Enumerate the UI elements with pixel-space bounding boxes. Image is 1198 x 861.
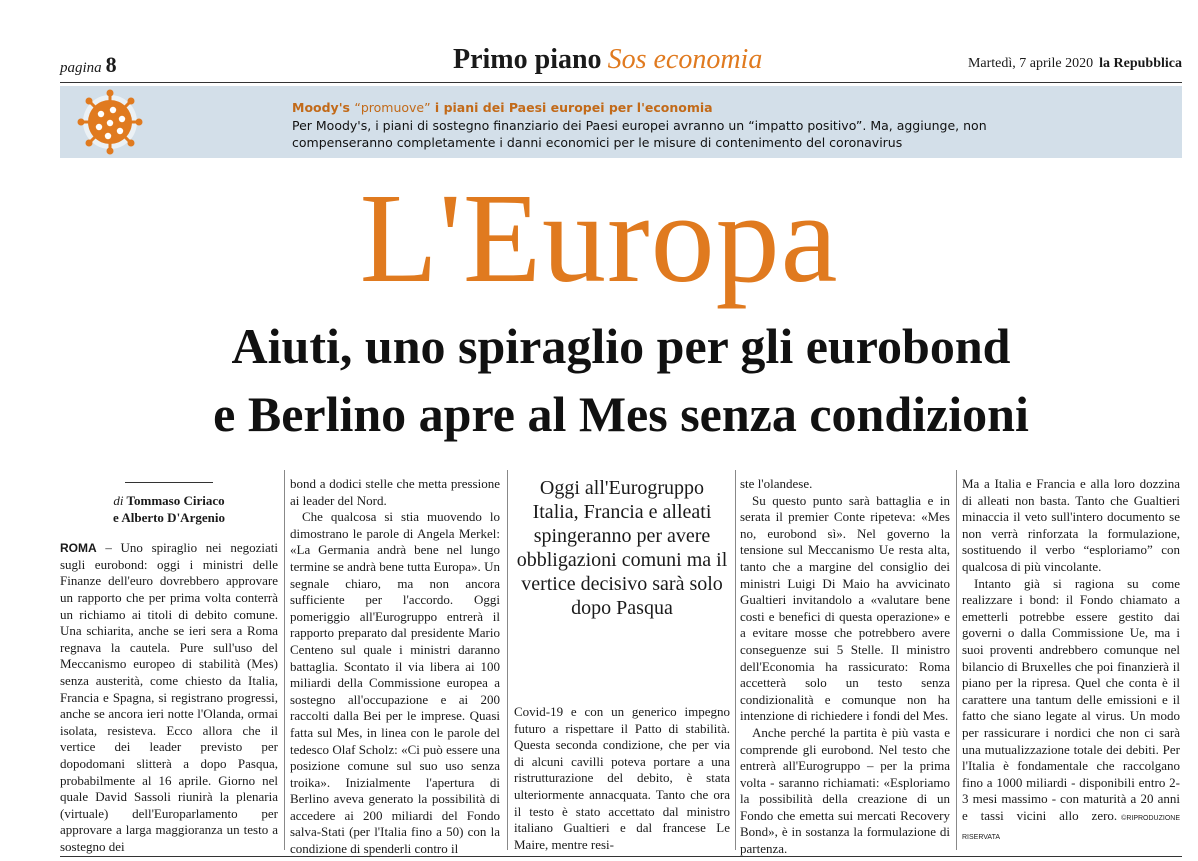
article-text: Intanto già si ragiona su come realizzare i bond: il Fondo chiamato a emetterli potrebbe essere gestito dai governi o dalla Commissione Ue, ma i suoi proventi andrebbero comunque nel bilancio di Bruxelles che poi finanzierà il piano per la ripresa. Quel che conta è il carattere una tantum delle emissioni e il fatto che siano legate al virus. Un modo per rassicurare i nordici che non ci sarà una mutualizzazione totale dei debiti. Per l'Italia è fondamentale che raccolgano fino a 1000 miliardi - disponibili entro 2-3 mesi massimo - con maturità a 20 anni e tassi vicini allo zero. [962, 575, 1180, 823]
page-number-value: 8 [105, 52, 117, 77]
issue-date [968, 56, 1182, 72]
author-2: e Alberto D'Argenio [113, 509, 225, 525]
page-number [60, 52, 117, 78]
article-paragraph: ste l'olandese. [740, 476, 813, 491]
column-divider [284, 470, 285, 850]
author-1: Tommaso Ciriaco [126, 493, 225, 508]
byline-divider [125, 482, 213, 483]
newspaper-brand: la Repubblica [1099, 56, 1182, 71]
article-paragraph [60, 540, 278, 855]
article-paragraph [962, 576, 1180, 848]
page-label: pagina [60, 60, 102, 76]
news-banner [60, 86, 1182, 158]
subsection-name: Sos economia [607, 44, 763, 75]
article-column-4 [740, 476, 950, 858]
byline-line-1 [60, 493, 278, 510]
column-divider [507, 470, 508, 850]
article-paragraph: Covid-19 e con un generico impegno futuro a rispettare il Patto di stabilità. Questa seconda condizione, che per via di alcuni cavilli poteva portare a una ristrutturazione del debito, è stata ulteriormente annacquata. Tanto che ora il testo è stato accettato dal ministro italiano Gualtieri e dal francese Le Maire, mentre resi- [514, 704, 730, 852]
article-paragraph: Su questo punto sarà battaglia e in serata il premier Conte ripeteva: «Mes no, eurobond sì». Nel governo la tensione sul Meccanismo Ue resta alta, tanto che a margine del consiglio dei ministri Luigi Di Maio ha avvicinato Gualtieri invitandolo a «valutare bene costi e benefici di questa operazione» e a evitare mosse che potrebbero avere conseguenze sui 5 Stelle. Il ministro dell'Economia ha rassicurato: Roma accetterà solo un testo senza condizionalità e comunque non ha intenzione di richiedere i fondi del Mes. [740, 492, 950, 724]
bottom-divider [60, 856, 1182, 857]
pull-quote: Oggi all'Eurogruppo Italia, Francia e alleati spingeranno per avere obbligazioni comuni ma il vertice decisivo sarà solo dopo Pasqua [516, 477, 728, 619]
banner-text: Per Moody's, i piani di sostegno finanziario dei Paesi europei avranno un “impatto positivo”. Ma, aggiunge, non compenseranno completamente i danni economici per le misure di contenimento del coronavirus [292, 118, 987, 150]
sub-headline [60, 312, 1182, 448]
section-title [453, 44, 762, 76]
article-column-2 [290, 476, 500, 858]
dateline: ROMA [60, 541, 97, 556]
kicker-part-2: i piani dei Paesi europei per l'economia [430, 100, 713, 115]
sub-headline-line-2: e Berlino apre al Mes senza condizioni [213, 386, 1029, 442]
article-column-3 [514, 476, 730, 853]
main-headline: L'Europa [359, 167, 839, 309]
byline-prefix: di [113, 493, 124, 508]
copyright-notice: ©RIPRODUZIONE RISERVATA [962, 814, 1180, 842]
kicker-part-1: Moody's [292, 100, 355, 115]
section-name: Primo piano [453, 44, 602, 75]
sub-headline-line-1: Aiuti, uno spiraglio per gli eurobond [231, 318, 1011, 374]
page-folio [60, 44, 1182, 84]
date-text: Martedì, 7 aprile 2020 [967, 56, 1094, 71]
article-paragraph: Anche perché la partita è più vasta e comprende gli eurobond. Nel testo che entrerà all'Eurogruppo – per la prima volta - saranno richiamati: «Esploriamo la possibilità della creazione di un Fondo che emetta sui mercati Recovery Bond», è in sostanza la formulazione di partenza. [740, 724, 950, 857]
column-divider [735, 470, 736, 850]
coronavirus-icon [70, 86, 150, 158]
kicker-quote: “promuove” [354, 100, 431, 115]
banner-kicker [292, 100, 713, 115]
article-column-5 [962, 476, 1180, 847]
article-paragraph: bond a dodici stelle che metta pressione ai leader del Nord. [290, 476, 500, 508]
column-divider [956, 470, 957, 850]
byline [60, 493, 278, 526]
article-column-1 [60, 476, 278, 855]
folio-divider [60, 82, 1182, 83]
article-text: – Uno spiraglio nei negoziati sugli eurobond: oggi i ministri delle Finanze dell'euro dovrebbero approvare un rapporto che per prima volta conterrà un richiamo ai titoli di debito comune. Una schiarita, anche se ieri sera a Roma regnava la cautela. Pure sull'uso del Meccanismo europeo di stabilità (Mes) senza austerità, come chiesto da Italia, Francia e Spagna, si registrano progressi, anche se ancora ieri notte l'Olanda, ormai isolata, resisteva. Ecco allora che il vertice dei leader previsto per dopodomani slitterà a dopo Pasqua, probabilmente al 16 aprile. Giorno nel quale David Sassoli riunirà la plenaria (virtuale) dell'Europarlamento per approvare a larga maggioranza un testo a sostegno dei [60, 540, 278, 854]
article-paragraph: Ma a Italia e Francia e alla loro dozzina di alleati non basta. Tanto che Gualtieri minaccia il veto sull'intero documento se non verrà rinforzata la formulazione, sostituendo il verbo “esploriamo” con qualcosa di più vincolante. [962, 476, 1180, 574]
article-paragraph: Che qualcosa si stia muovendo lo dimostrano le parole di Angela Merkel: «La Germania andrà bene nel lungo termine se andrà bene tutta Europa». Un segnale chiaro, ma non ancora sufficiente per l'accordo. Oggi pomeriggio all'Eurogruppo entrerà il rapporto preparato dal presidente Mario Centeno sul quale i ministri daranno battaglia. Scontato il via libera ai 100 miliardi della Commissione europea a sostegno all'occupazione e ai 200 raccolti dalla Bei per le imprese. Quasi fatta sul Mes, in linea con le parole del tedesco Olaf Scholz: «Ci può essere una posizione comune sul suo uso senza troika». Inizialmente l'apertura di Berlino aveva generato la possibilità di accedere ai 200 miliardi del Fondo salva-Stati (per l'Italia fino a 50) con la condizione di spenderli contro il [290, 509, 500, 857]
